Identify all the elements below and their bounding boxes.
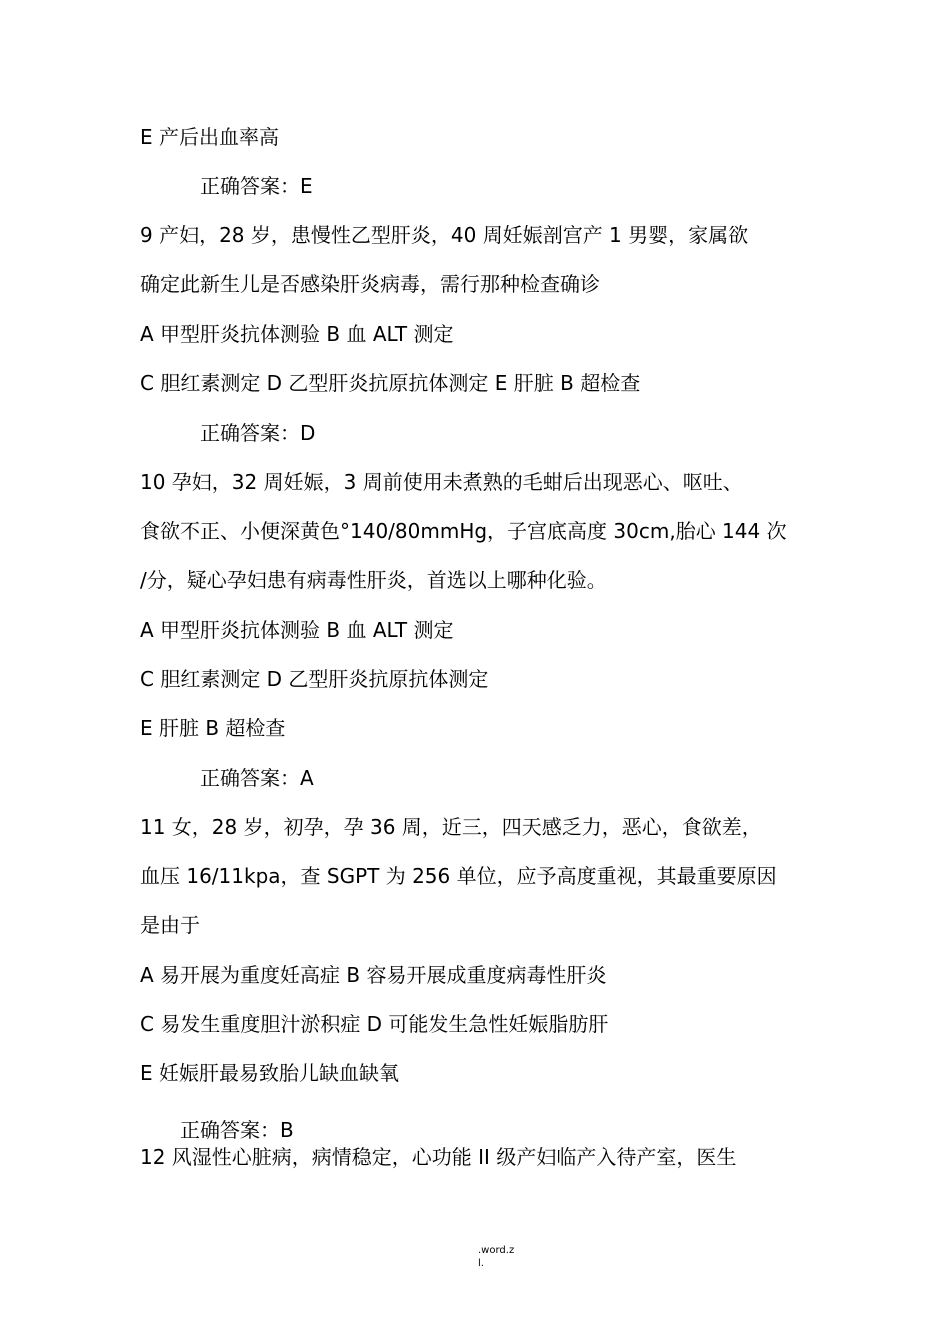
answer-line: 正确答案：B <box>180 1118 294 1142</box>
question-line: 12 风湿性心脏病，病情稳定，心功能 II 级产妇临产入待产室，医生 <box>140 1145 737 1169</box>
option-line: A 甲型肝炎抗体测验 B 血 ALT 测定 <box>140 618 454 642</box>
answer-line: 正确答案：A <box>200 766 314 790</box>
option-line: A 甲型肝炎抗体测验 B 血 ALT 测定 <box>140 322 454 346</box>
question-line: 血压 16/11kpa，查 SGPT 为 256 单位，应予高度重视，其最重要原因 <box>140 864 777 888</box>
question-line: 11 女，28 岁，初孕，孕 36 周，近三，四天感乏力，恶心，食欲差， <box>140 815 762 839</box>
answer-line: 正确答案：D <box>200 421 316 445</box>
answer-line: 正确答案：E <box>200 174 313 198</box>
option-line: C 胆红素测定 D 乙型肝炎抗原抗体测定 E 肝脏 B 超检查 <box>140 371 641 395</box>
question-line: 确定此新生儿是否感染肝炎病毒，需行那种检查确诊 <box>140 272 600 296</box>
page-footer-line-2: l. <box>478 1258 484 1269</box>
question-line: 食欲不正、小便深黄色°140/80mmHg，子宫底高度 30cm,胎心 144 次 <box>140 519 787 543</box>
question-line: /分，疑心孕妇患有病毒性肝炎，首选以上哪种化验。 <box>140 568 607 592</box>
question-line: 是由于 <box>140 913 200 937</box>
option-line: E 肝脏 B 超检查 <box>140 716 286 740</box>
option-line: A 易开展为重度妊高症 B 容易开展成重度病毒性肝炎 <box>140 963 607 987</box>
question-line: 10 孕妇，32 周妊娠，3 周前使用未煮熟的毛蚶后出现恶心、呕吐、 <box>140 470 743 494</box>
question-line: 9 产妇，28 岁，患慢性乙型肝炎，40 周妊娠剖宫产 1 男婴，家属欲 <box>140 223 749 247</box>
option-line: C 胆红素测定 D 乙型肝炎抗原抗体测定 <box>140 667 489 691</box>
option-line: E 妊娠肝最易致胎儿缺血缺氧 <box>140 1061 399 1085</box>
page-footer-line-1: .word.z <box>478 1245 515 1256</box>
option-line: C 易发生重度胆汁淤积症 D 可能发生急性妊娠脂肪肝 <box>140 1012 609 1036</box>
option-line: E 产后出血率高 <box>140 125 279 149</box>
